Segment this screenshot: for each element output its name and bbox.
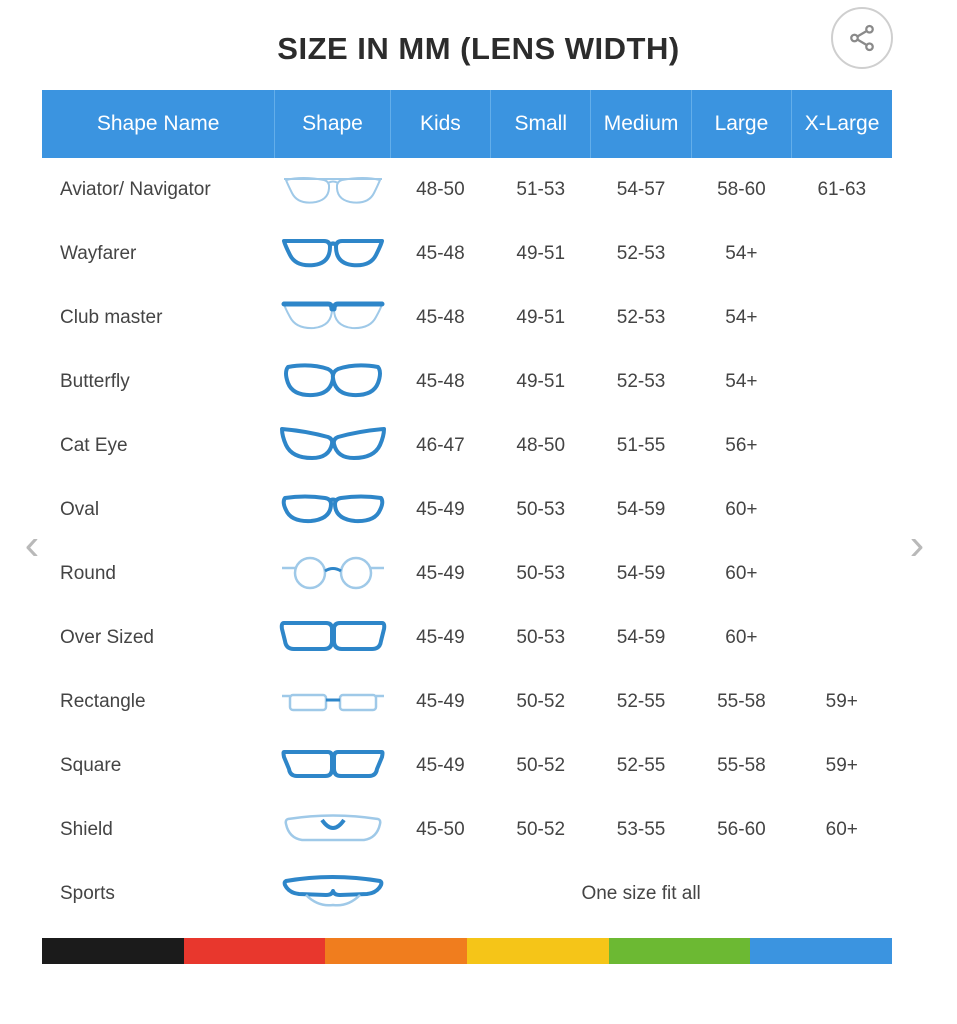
shape-name: Shield [42, 798, 275, 862]
shape-name: Wayfarer [42, 222, 275, 286]
size-kids: 46-47 [390, 414, 490, 478]
size-medium: 52-55 [591, 734, 691, 798]
color-swatch-red [184, 938, 326, 964]
size-kids: 45-49 [390, 734, 490, 798]
shape-name: Oval [42, 478, 275, 542]
shape-cell [275, 158, 390, 222]
shape-cell [275, 542, 390, 606]
table-row [42, 478, 892, 542]
cateye-glasses-icon [278, 423, 388, 469]
color-swatch-orange [325, 938, 467, 964]
table-row [42, 670, 892, 734]
size-large: 56+ [691, 414, 791, 478]
size-medium: 51-55 [591, 414, 691, 478]
shape-cell [275, 222, 390, 286]
shape-name: Club master [42, 286, 275, 350]
size-small: 48-50 [491, 414, 591, 478]
shape-cell [275, 798, 390, 862]
size-small: 50-53 [491, 606, 591, 670]
table-header [42, 90, 892, 158]
size-large: 55-58 [691, 734, 791, 798]
column-header-shape: Shape [275, 90, 390, 158]
size-large: 54+ [691, 350, 791, 414]
size-xlarge [792, 542, 892, 606]
shape-name: Butterfly [42, 350, 275, 414]
size-kids: 45-48 [390, 350, 490, 414]
oval-glasses-icon [278, 487, 388, 533]
shape-cell [275, 414, 390, 478]
share-icon [847, 23, 877, 53]
color-strip [42, 938, 892, 964]
shape-name: Round [42, 542, 275, 606]
size-medium: 52-53 [591, 222, 691, 286]
table-row [42, 158, 892, 222]
size-large: 60+ [691, 478, 791, 542]
size-large: 54+ [691, 222, 791, 286]
round-glasses-icon [278, 551, 388, 597]
size-xlarge: 61-63 [792, 158, 892, 222]
size-medium: 54-57 [591, 158, 691, 222]
size-xlarge [792, 478, 892, 542]
size-large: 55-58 [691, 670, 791, 734]
table-row [42, 286, 892, 350]
size-chart-card [42, 90, 892, 926]
size-kids: 45-50 [390, 798, 490, 862]
size-kids: 45-48 [390, 286, 490, 350]
sports-glasses-icon [278, 871, 388, 917]
table-row [42, 734, 892, 798]
shape-cell [275, 606, 390, 670]
prev-arrow-icon[interactable]: ‹ [24, 520, 40, 569]
size-xlarge [792, 350, 892, 414]
page-edge-right [915, 0, 957, 1024]
size-xlarge [792, 286, 892, 350]
column-header-small: Small [491, 90, 591, 158]
size-small: 50-52 [491, 734, 591, 798]
size-small: 51-53 [491, 158, 591, 222]
shape-cell [275, 286, 390, 350]
table-header-row [42, 90, 892, 158]
size-large: 56-60 [691, 798, 791, 862]
oversized-glasses-icon [278, 615, 388, 661]
size-small: 49-51 [491, 286, 591, 350]
shape-name: Cat Eye [42, 414, 275, 478]
size-large: 54+ [691, 286, 791, 350]
shape-name: Sports [42, 862, 275, 926]
color-swatch-green [609, 938, 751, 964]
shape-cell [275, 670, 390, 734]
table-row [42, 542, 892, 606]
size-medium: 52-53 [591, 286, 691, 350]
size-medium: 54-59 [591, 606, 691, 670]
table-row [42, 862, 892, 926]
size-kids: 45-49 [390, 670, 490, 734]
size-chart-table [42, 90, 892, 926]
column-header-xlarge: X-Large [792, 90, 892, 158]
table-row [42, 222, 892, 286]
size-kids: 45-48 [390, 222, 490, 286]
page-title: SIZE IN MM (LENS WIDTH) [277, 31, 680, 66]
color-swatch-blue [750, 938, 892, 964]
size-medium: 53-55 [591, 798, 691, 862]
table-row [42, 798, 892, 862]
column-header-shape-name: Shape Name [42, 90, 275, 158]
size-medium: 54-59 [591, 542, 691, 606]
table-body [42, 158, 892, 926]
size-small: 50-53 [491, 478, 591, 542]
shape-name: Square [42, 734, 275, 798]
size-medium: 52-55 [591, 670, 691, 734]
next-arrow-icon[interactable]: › [909, 520, 925, 569]
size-large: 58-60 [691, 158, 791, 222]
wayfarer-glasses-icon [278, 231, 388, 277]
size-kids: 45-49 [390, 478, 490, 542]
size-xlarge: 59+ [792, 670, 892, 734]
color-swatch-black [42, 938, 184, 964]
size-small: 50-53 [491, 542, 591, 606]
butterfly-glasses-icon [278, 359, 388, 405]
shield-glasses-icon [278, 807, 388, 853]
size-xlarge [792, 222, 892, 286]
page-edge-left [0, 0, 42, 1024]
size-xlarge: 60+ [792, 798, 892, 862]
table-row [42, 414, 892, 478]
size-medium: 52-53 [591, 350, 691, 414]
column-header-large: Large [691, 90, 791, 158]
shape-name: Rectangle [42, 670, 275, 734]
column-header-medium: Medium [591, 90, 691, 158]
color-swatch-yellow [467, 938, 609, 964]
shape-name: Aviator/ Navigator [42, 158, 275, 222]
one-size-note: One size fit all [390, 862, 892, 926]
shape-cell [275, 862, 390, 926]
table-row [42, 606, 892, 670]
shape-cell [275, 350, 390, 414]
shape-cell [275, 734, 390, 798]
aviator-glasses-icon [278, 167, 388, 213]
title-bar [0, 0, 957, 88]
square-glasses-icon [278, 743, 388, 789]
size-small: 50-52 [491, 798, 591, 862]
size-large: 60+ [691, 542, 791, 606]
shape-cell [275, 478, 390, 542]
share-button[interactable] [831, 7, 893, 69]
rectangle-glasses-icon [278, 679, 388, 725]
size-medium: 54-59 [591, 478, 691, 542]
size-kids: 45-49 [390, 606, 490, 670]
column-header-kids: Kids [390, 90, 490, 158]
size-small: 49-51 [491, 222, 591, 286]
table-row [42, 350, 892, 414]
size-xlarge [792, 606, 892, 670]
shape-name: Over Sized [42, 606, 275, 670]
size-small: 49-51 [491, 350, 591, 414]
size-kids: 48-50 [390, 158, 490, 222]
size-large: 60+ [691, 606, 791, 670]
size-small: 50-52 [491, 670, 591, 734]
size-xlarge [792, 414, 892, 478]
clubmaster-glasses-icon [278, 295, 388, 341]
size-xlarge: 59+ [792, 734, 892, 798]
size-kids: 45-49 [390, 542, 490, 606]
